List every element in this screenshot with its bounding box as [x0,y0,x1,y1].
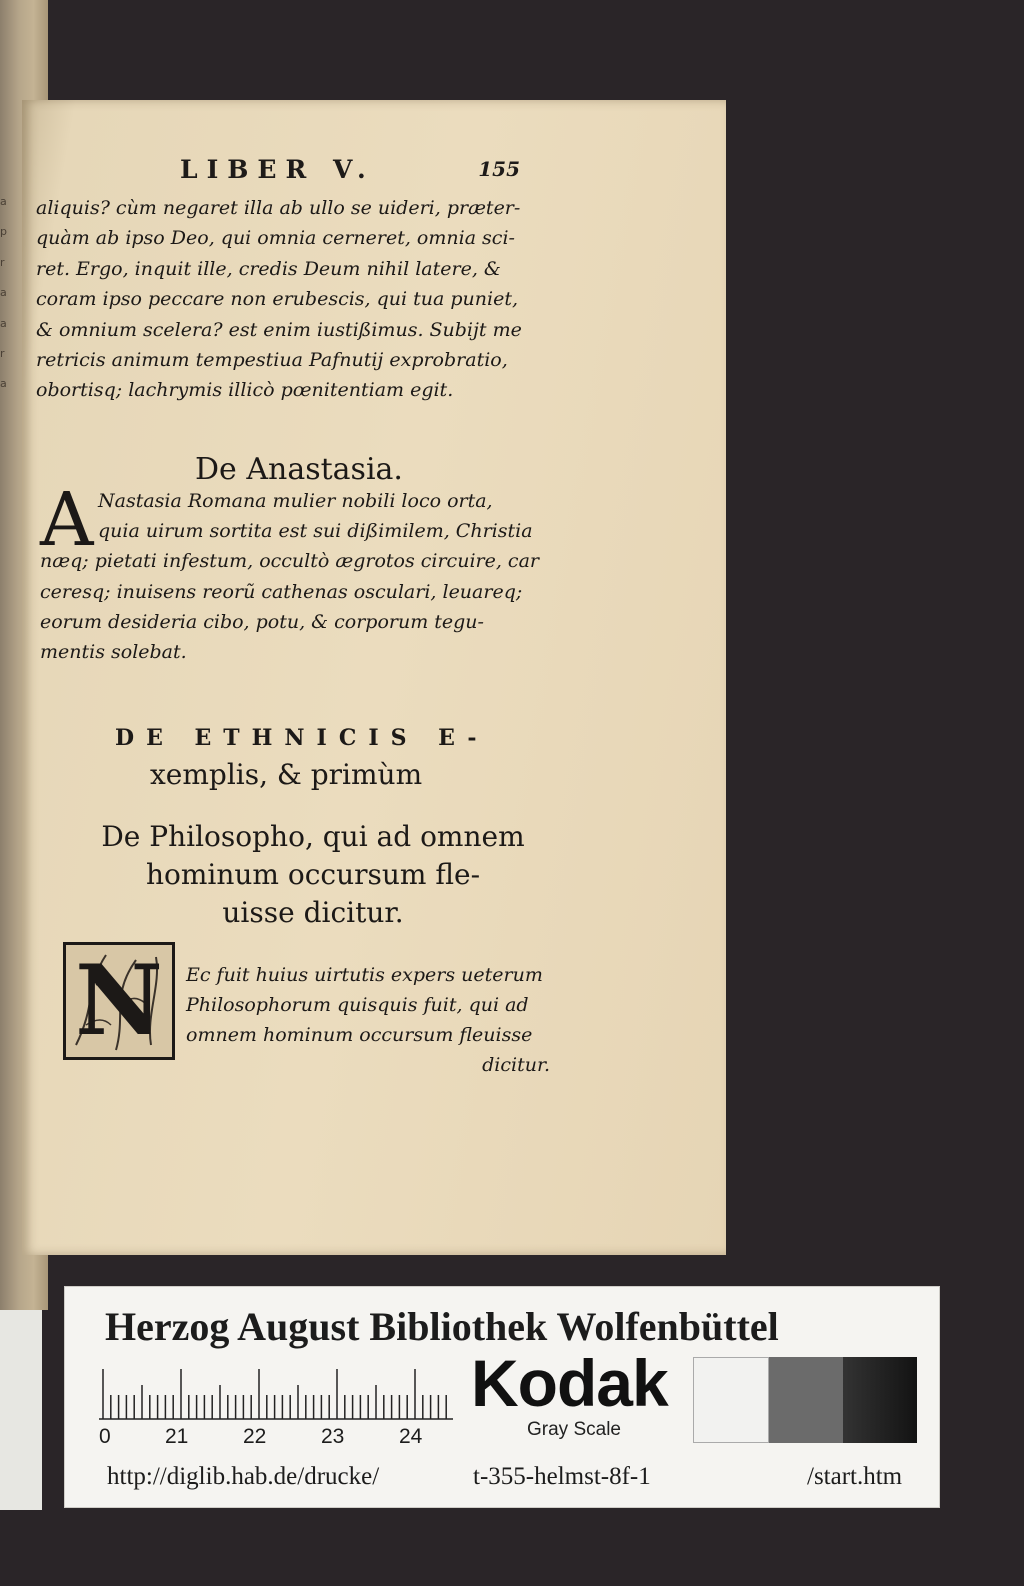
ruler-number: 21 [165,1425,189,1448]
url-suffix: /start.htm [807,1463,903,1490]
page-number: 155 [478,157,520,181]
text-line: Ec fuit huius uirtutis expers ueterum [186,964,543,986]
ruler-ticks [99,1367,453,1423]
text-line: obortisq; lachrymis illicò pœnitentiam egit. [36,379,454,402]
paragraph-2 [40,486,550,667]
heading-ethnicis-line2: xemplis, & primùm [150,758,423,791]
margin-mark: r [0,255,5,269]
gray-patch [769,1357,843,1443]
text-line: eorum desideria cibo, potu, & corporum tegu- [40,610,484,633]
paragraph-1 [36,193,546,406]
heading-line: De Philosopho, qui ad omnem [101,820,525,853]
heading-philosopho [78,818,548,932]
margin-mark: a [0,195,7,208]
ruler-number: 23 [321,1425,345,1448]
margin-mark: a [0,316,7,330]
heading-anastasia: De Anastasia. [195,452,403,487]
text-line: retricis animum tempestiua Pafnutij exprobratio, [36,349,508,372]
url-prefix: http://diglib.hab.de/drucke/ [107,1463,380,1490]
text-line: næq; pietati infestum, occultò ægrotos circuire, car [40,550,539,573]
brand-logo: Kodak [471,1346,668,1420]
margin-marks [0,195,24,408]
text-line: dicitur. [482,1054,550,1076]
text-line: Nastasia Romana mulier nobili loco orta, [98,490,493,512]
heading-line: uisse dicitur. [222,896,404,929]
decorated-initial [63,942,175,1060]
brand-subtitle: Gray Scale [527,1419,621,1440]
ruler [99,1367,453,1447]
text-line: ret. Ergo, inquit ille, credis Deum nihil latere, & [36,257,501,280]
ruler-number: 24 [399,1425,423,1448]
text-line: coram ipso peccare non erubescis, qui tua puniet, [36,288,519,311]
running-head-title: LIBER V. [180,155,375,184]
gray-patch [693,1357,769,1443]
left-page-edge [0,1310,42,1510]
text-line: Philosophorum quisquis fuit, qui ad [186,994,529,1016]
color-target-card [64,1286,940,1508]
running-head [160,155,530,189]
gray-patch [843,1357,917,1443]
drop-cap-a: A [40,477,94,563]
text-line: omnem hominum occursum fleuisse [186,1024,533,1046]
text-line: quia uirum sortita est sui dißimilem, Christia [98,520,533,543]
margin-mark: r [0,346,5,360]
library-name: Herzog August Bibliothek Wolfenbüttel [105,1304,779,1349]
url-signature: t-355-helmst-8f-1 [473,1463,651,1490]
heading-line: hominum occursum fle- [145,858,481,891]
margin-mark: a [0,286,7,300]
text-line: quàm ab ipso Deo, qui omnia cerneret, omnia sci- [36,227,515,250]
heading-ethnicis-line1: DE ETHNICIS E- [115,725,489,751]
text-line: ceresq; inuisens reorũ cathenas osculari, leuareq; [40,580,523,603]
ruler-number: 0 [99,1425,111,1448]
initial-n: N [75,944,163,1057]
ruler-number: 22 [243,1425,267,1448]
gray-scale-patches [693,1357,917,1443]
text-line: aliquis? cùm negaret illa ab ullo se uideri, præter- [36,197,521,219]
margin-mark: p [0,225,7,239]
margin-mark: a [0,377,7,391]
paragraph-3 [186,960,556,1080]
text-line: & omnium scelera? est enim iustißimus. Subijt me [36,318,522,341]
text-line: mentis solebat. [40,641,187,664]
